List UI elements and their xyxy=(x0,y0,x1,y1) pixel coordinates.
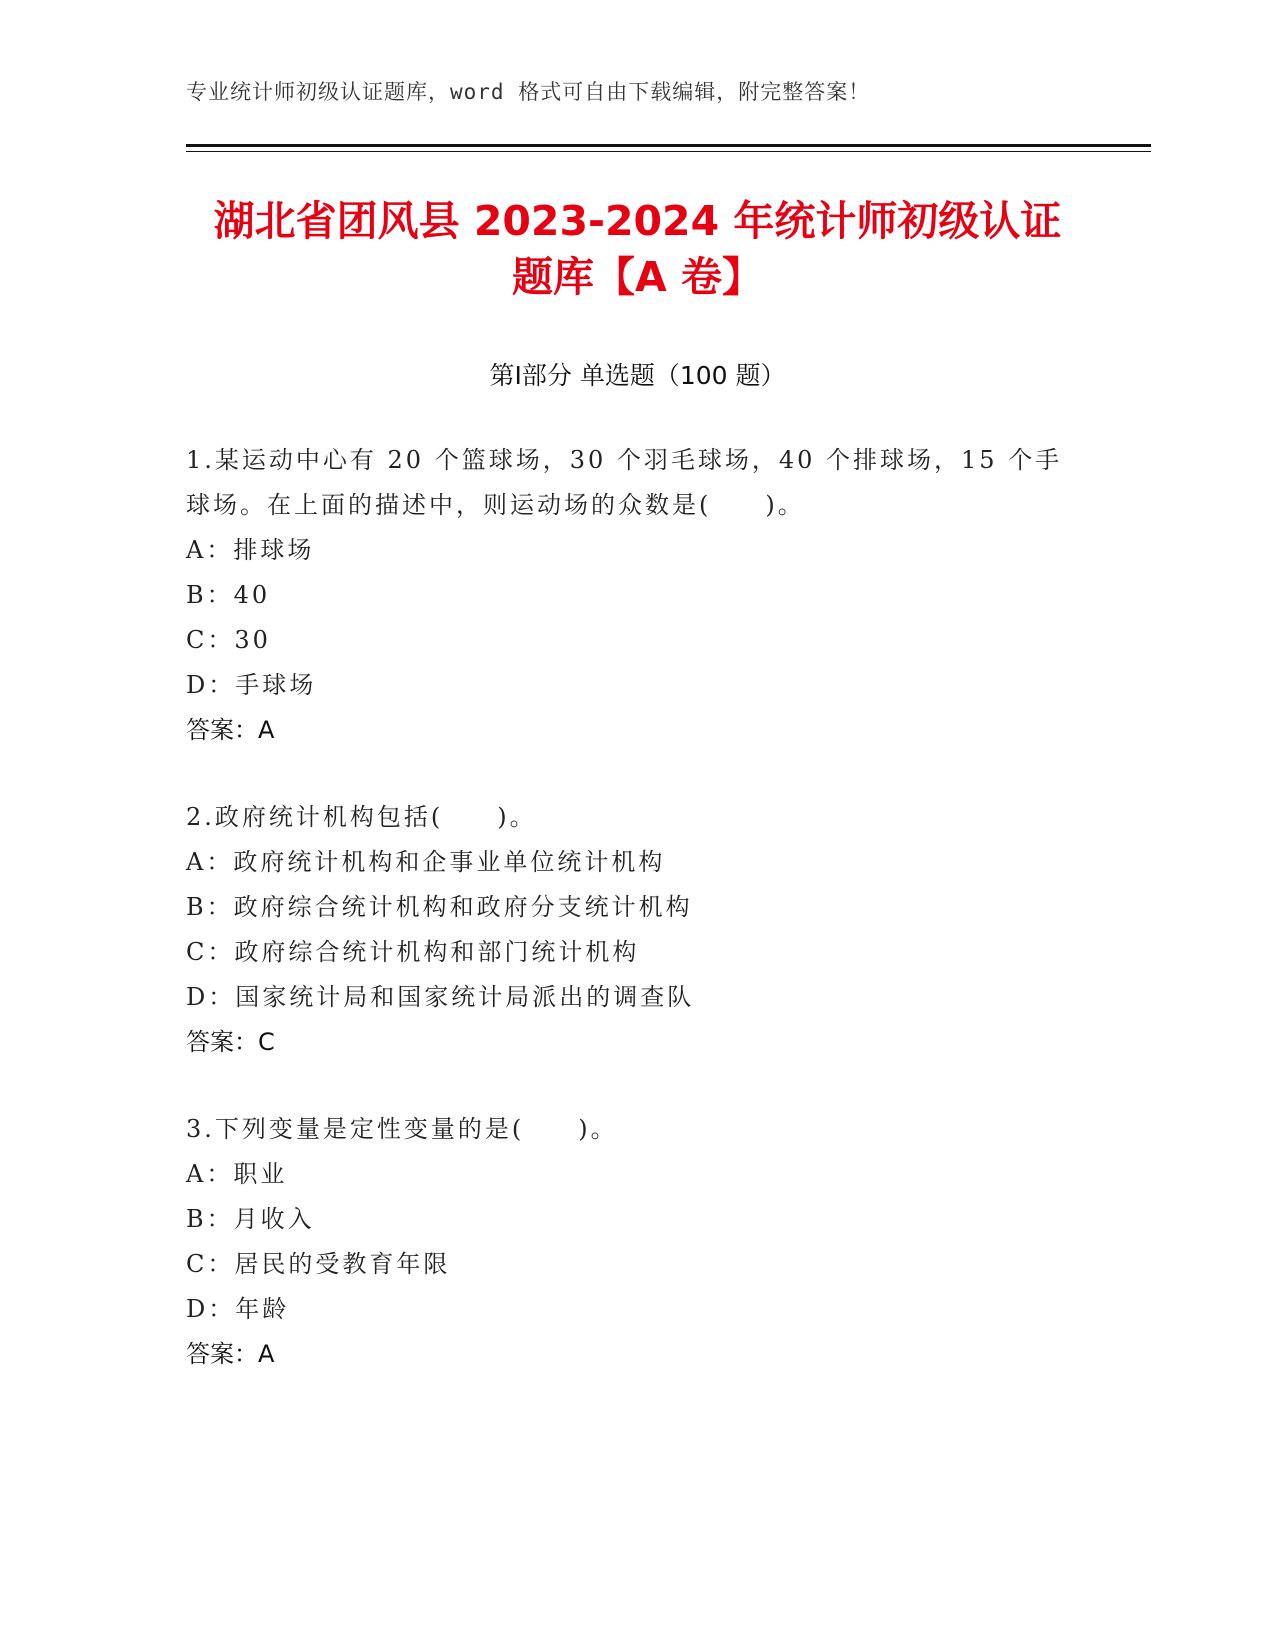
question-list xyxy=(186,438,1086,1419)
question-stem: 3.下列变量是定性变量的是( )。 xyxy=(186,1115,618,1143)
option-d: D：年龄 xyxy=(186,1295,290,1323)
title-line-2: 题库【A 卷】 xyxy=(511,253,763,301)
option-c: C：政府综合统计机构和部门统计机构 xyxy=(186,938,640,966)
question-2 xyxy=(186,795,1086,1065)
header-rule-thin xyxy=(186,151,1151,152)
header-rule-thick xyxy=(186,144,1151,147)
answer-line: 答案：C xyxy=(186,1028,275,1056)
header-note: 专业统计师初级认证题库，word 格式可自由下载编辑，附完整答案！ xyxy=(186,80,871,104)
option-a: A：政府统计机构和企事业单位统计机构 xyxy=(186,848,666,876)
option-b: B：月收入 xyxy=(186,1205,315,1233)
question-1 xyxy=(186,438,1086,753)
option-c: C：居民的受教育年限 xyxy=(186,1250,451,1278)
answer-line: 答案：A xyxy=(186,1340,275,1368)
question-stem: 1.某运动中心有 20 个篮球场，30 个羽毛球场，40 个排球场，15 个手球场。在上面的描述中，则运动场的众数是( )。 xyxy=(186,446,1063,519)
option-d: D：手球场 xyxy=(186,671,317,699)
option-a: A：职业 xyxy=(186,1160,288,1188)
option-a: A：排球场 xyxy=(186,536,315,564)
document-title xyxy=(150,193,1125,305)
option-b: B：政府综合统计机构和政府分支统计机构 xyxy=(186,893,693,921)
option-b: B：40 xyxy=(186,581,271,609)
question-stem: 2.政府统计机构包括( )。 xyxy=(186,803,537,831)
option-c: C：30 xyxy=(186,626,271,654)
title-line-1: 湖北省团风县 2023-2024 年统计师初级认证 xyxy=(213,197,1062,245)
question-3 xyxy=(186,1107,1086,1377)
section-heading: 第Ⅰ部分 单选题（100 题） xyxy=(489,361,786,390)
answer-line: 答案：A xyxy=(186,716,275,744)
option-d: D：国家统计局和国家统计局派出的调查队 xyxy=(186,983,695,1011)
